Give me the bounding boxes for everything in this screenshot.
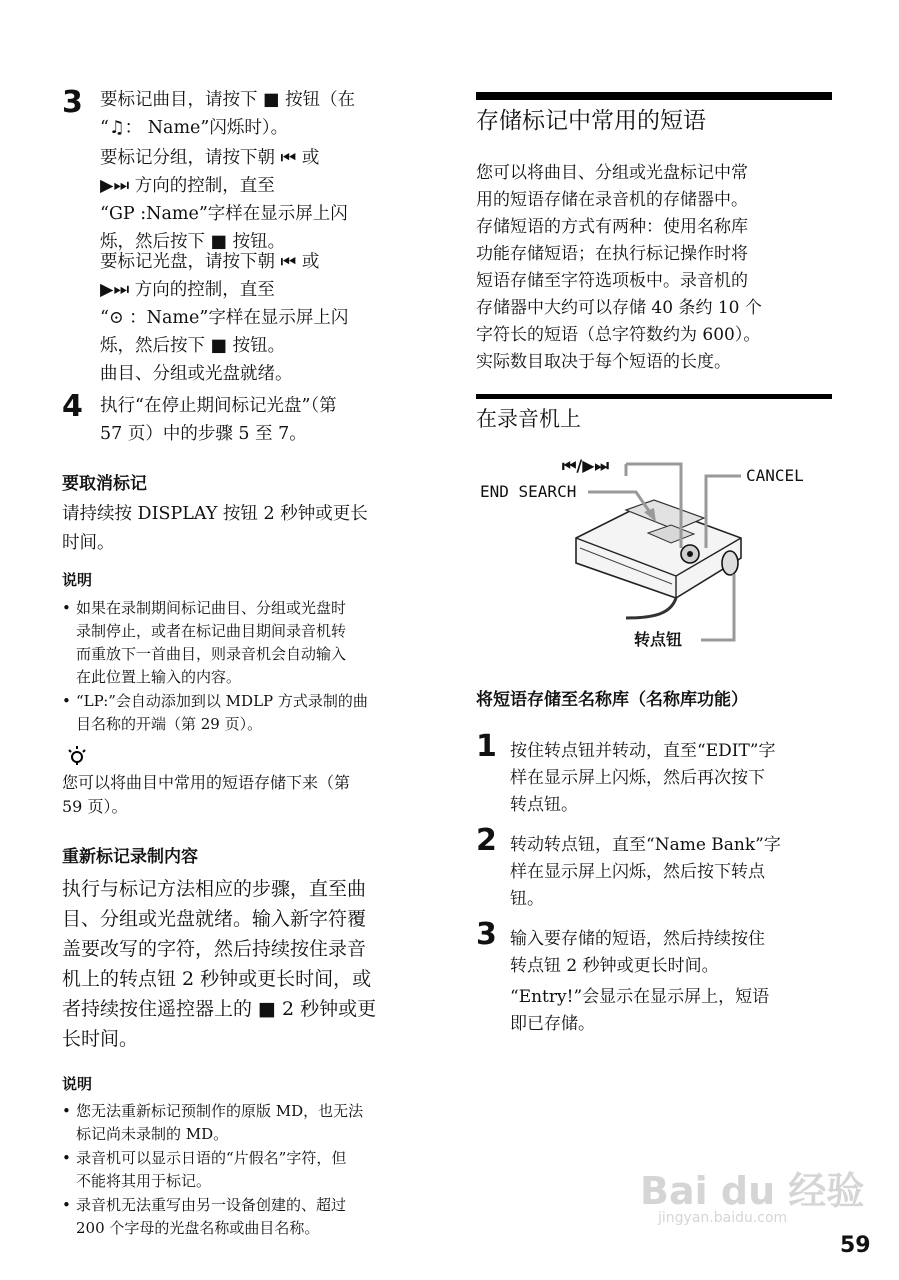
- intro-line: 实际数目取决于每个短语的长度。: [476, 352, 731, 372]
- note-item: • 如果在录制期间标记曲目、分组或光盘时 录制停止，或者在标记曲目期间录音机转 而重放下一首曲目，则录音机会自动输入 在此位置上输入的内容。: [62, 599, 347, 686]
- step-line: “GP :Name”字样在显示屏上闪: [100, 204, 348, 224]
- section-rule: [476, 92, 832, 100]
- relabel-text-line: 执行与标记方法相应的步骤，直至曲: [62, 878, 367, 900]
- note-heading: 说明: [62, 571, 93, 589]
- step-line: 曲目、分组或光盘就绪。: [100, 364, 293, 384]
- relabel-text-line: 盖要改写的字符，然后持续按住录音: [62, 938, 367, 960]
- tip-text-line: 您可以将曲目中常用的短语存储下来（第: [62, 773, 351, 792]
- procedure-step-2: [476, 823, 832, 916]
- step-4: [62, 389, 424, 452]
- relabel-text-line: 机上的转点钮 2 秒钟或更长时间，或: [62, 968, 372, 990]
- intro-line: 短语存储至字符选项板中。录音机的: [476, 271, 748, 291]
- intro-line: 您可以将曲目、分组或光盘标记中常: [476, 163, 748, 183]
- note-item: • 录音机无法重写由另一设备创建的、超过 200 个字母的光盘名称或曲目名称。: [62, 1196, 347, 1237]
- subsection-rule: [476, 394, 832, 399]
- cancel-label: CANCEL: [746, 466, 804, 485]
- step-line: ▶⏭ 方向的控制，直至: [100, 176, 275, 196]
- end-search-label: END SEARCH: [480, 482, 577, 501]
- step-number: 4: [62, 389, 83, 424]
- step-line: 样在显示屏上闪烁，然后按下转点: [510, 862, 765, 882]
- intro-line: 存储短语的方式有两种：使用名称库: [476, 217, 748, 237]
- note-heading: 说明: [62, 1075, 93, 1093]
- prev-next-label: ⏮/▶⏭: [562, 456, 609, 475]
- relabel-text-line: 目、分组或光盘就绪。输入新字符覆: [62, 908, 367, 930]
- note-item: • “LP:”会自动添加到以 MDLP 方式录制的曲 目名称的开端（第 29 页）。: [62, 692, 368, 733]
- step-number: 2: [476, 823, 497, 858]
- relabel-text-line: 长时间。: [62, 1028, 139, 1050]
- step-line: 要标记分组，请按下朝 ⏮ 或: [100, 148, 320, 168]
- intro-line: 存储器中大约可以存储 40 条约 10 个: [476, 298, 762, 318]
- device-diagram: [476, 448, 832, 658]
- note-item: • 录音机可以显示日语的“片假名”字符，但 不能将其用于标记。: [62, 1149, 347, 1190]
- tip-lightbulb-icon: [66, 744, 88, 766]
- intro-line: 字符长的短语（总字符数约为 600）。: [476, 325, 761, 345]
- step-line: 转点钮 2 秒钟或更长时间。: [510, 956, 719, 976]
- cancel-heading: 要取消标记: [62, 474, 147, 494]
- cancel-text-line: 请持续按 DISPLAY 按钮 2 秒钟或更长: [62, 504, 368, 524]
- step-line: 即已存储。: [510, 1014, 595, 1034]
- step-line: 按住转点钮并转动，直至“EDIT”字: [510, 741, 776, 761]
- relabel-text-line: 者持续按住遥控器上的 ■ 2 秒钟或更: [62, 998, 377, 1020]
- step-line: 执行“在停止期间标记光盘”（第: [100, 396, 337, 416]
- step-line: 57 页）中的步骤 5 至 7。: [100, 424, 307, 444]
- step-line: “♫： Name”闪烁时）。: [100, 118, 289, 138]
- note-item: • 您无法重新标记预制作的原版 MD，也无法 标记尚未录制的 MD。: [62, 1102, 364, 1143]
- page-number: 59: [840, 1233, 871, 1258]
- step-number: 3: [476, 917, 497, 952]
- relabel-heading: 重新标记录制内容: [62, 847, 198, 867]
- md-recorder-illustration: [476, 448, 832, 658]
- step-line: 烁，然后按下 ■ 按钮。: [100, 232, 286, 252]
- step-number: 3: [62, 85, 83, 120]
- section-title: 存储标记中常用的短语: [476, 108, 706, 134]
- procedure-step-3: [476, 917, 832, 1040]
- step-line: 烁，然后按下 ■ 按钮。: [100, 336, 286, 356]
- tip-text-line: 59 页）。: [62, 797, 128, 816]
- step-3: [62, 85, 424, 388]
- step-line: ▶⏭ 方向的控制，直至: [100, 280, 275, 300]
- subsection-title: 在录音机上: [476, 407, 581, 431]
- step-line: “⊙ ：Name”字样在显示屏上闪: [100, 308, 349, 328]
- procedure-step-1: [476, 729, 832, 822]
- step-line: 钮。: [510, 889, 544, 909]
- step-line: 样在显示屏上闪烁，然后再次按下: [510, 768, 765, 788]
- intro-line: 用的短语存储在录音机的存储器中。: [476, 190, 748, 210]
- jog-dial-label: 转点钮: [634, 630, 683, 649]
- step-line: 要标记曲目，请按下 ■ 按钮（在: [100, 90, 356, 110]
- cancel-text-line: 时间。: [62, 533, 115, 553]
- step-line: 转动转点钮，直至“Name Bank”字: [510, 835, 781, 855]
- baidu-watermark-logo: Bai du 经验 jingyan.baidu.com: [640, 1169, 865, 1226]
- step-line: “Entry!”会显示在显示屏上，短语: [510, 987, 770, 1007]
- intro-line: 功能存储短语；在执行标记操作时将: [476, 244, 748, 264]
- step-line: 转点钮。: [510, 795, 578, 815]
- procedure-heading: 将短语存储至名称库（名称库功能）: [476, 690, 748, 710]
- step-line: 输入要存储的短语，然后持续按住: [510, 929, 765, 949]
- step-line: 要标记光盘，请按下朝 ⏮ 或: [100, 252, 320, 272]
- step-number: 1: [476, 729, 497, 764]
